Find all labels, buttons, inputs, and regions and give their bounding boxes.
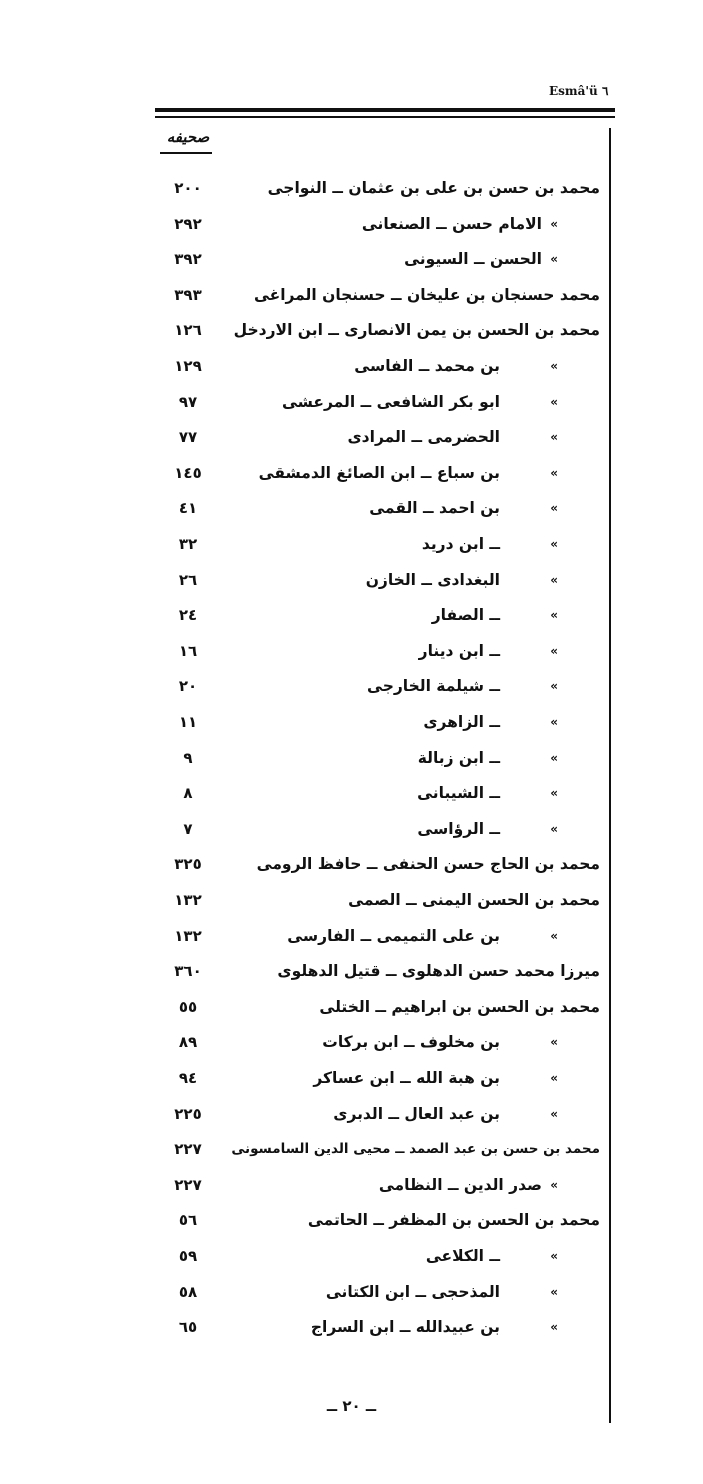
- entry-name: بن عبيدالله ــ ابن السراج: [310, 1318, 500, 1336]
- entry-page-number: ٣٩٢: [174, 250, 202, 268]
- index-entry: [150, 1134, 600, 1164]
- entry-name: ــ شيلمة الخارجى: [367, 677, 500, 695]
- entry-name: ابو بكر الشافعى ــ المرعشى: [281, 393, 500, 411]
- ditto-mark: «: [550, 786, 558, 800]
- entry-name: بن مخلوف ــ ابن بركات: [322, 1033, 500, 1051]
- entry-name: بن سباع ــ ابن الصائغ الدمشقى: [258, 464, 500, 482]
- ditto-mark: «: [550, 751, 558, 765]
- ditto-mark: «: [550, 715, 558, 729]
- entry-name: الامام حسن ــ الصنعانى: [361, 215, 542, 233]
- index-entry: [150, 814, 600, 844]
- entry-name: الحسن ــ السيونى: [404, 250, 542, 268]
- entry-page-number: ٨: [183, 784, 193, 802]
- ditto-mark: «: [550, 1035, 558, 1049]
- ditto-mark: «: [550, 466, 558, 480]
- entry-page-number: ٩٤: [178, 1069, 198, 1087]
- index-entry: [150, 280, 600, 310]
- ditto-mark: «: [550, 501, 558, 515]
- page-number: ــ ٢٠ ــ: [326, 1397, 377, 1415]
- entry-page-number: ٥٥: [178, 998, 198, 1016]
- entry-name: بن عبد العال ــ الدبرى: [333, 1105, 500, 1123]
- index-entry: [150, 565, 600, 595]
- index-entry: [150, 885, 600, 915]
- entry-name: ــ الرؤاسى: [417, 820, 500, 838]
- entry-name: ــ ابن دينار: [418, 642, 500, 660]
- index-entry: [150, 1312, 600, 1342]
- entry-name: محمد بن حسن بن عبد الصمد ــ محيى الدين السامسونى: [231, 1141, 600, 1157]
- entry-page-number: ٣٢٥: [174, 855, 202, 873]
- entry-page-number: ٢٦: [178, 571, 198, 589]
- entry-name: محمد بن الحسن بن ابراهيم ــ الختلى: [319, 998, 600, 1016]
- entry-page-number: ١٣٢: [174, 927, 202, 945]
- page-column-header: صحيفه: [166, 128, 210, 146]
- ditto-mark: «: [550, 1249, 558, 1263]
- entry-name: بن على التميمى ــ الفارسى: [287, 927, 500, 945]
- entry-page-number: ٢٠٠: [174, 179, 202, 197]
- entry-name: بن احمد ــ القمى: [369, 499, 500, 517]
- entry-page-number: ١٦: [178, 642, 198, 660]
- ditto-mark: «: [550, 430, 558, 444]
- entry-name: بن هبة الله ــ ابن عساكر: [313, 1069, 500, 1087]
- entry-page-number: ٢٤: [178, 606, 198, 624]
- index-entry: [150, 600, 600, 630]
- ditto-mark: «: [550, 537, 558, 551]
- index-entry: [150, 1063, 600, 1093]
- entry-name: ــ ابن زبالة: [417, 749, 500, 767]
- entry-page-number: ٢٢٧: [174, 1176, 202, 1194]
- entry-page-number: ١٣٢: [174, 891, 202, 909]
- entry-page-number: ٥٨: [178, 1283, 198, 1301]
- entry-page-number: ٧: [183, 820, 193, 838]
- entry-name: محمد حسنجان بن عليخان ــ حسنجان المراغى: [253, 286, 600, 304]
- entry-name: ــ ابن دريد: [421, 535, 500, 553]
- entry-page-number: ٧٧: [178, 428, 198, 446]
- index-entry: [150, 351, 600, 381]
- entry-page-number: ٢٠: [178, 677, 198, 695]
- entry-page-number: ١٢٩: [174, 357, 202, 375]
- entry-page-number: ٩: [183, 749, 193, 767]
- ditto-mark: «: [550, 1178, 558, 1192]
- index-entry: [150, 1027, 600, 1057]
- index-entry: [150, 458, 600, 488]
- index-entry: [150, 1277, 600, 1307]
- entry-page-number: ٣٩٣: [174, 286, 202, 304]
- index-entry: [150, 493, 600, 523]
- entry-page-number: ٩٧: [178, 393, 198, 411]
- entry-page-number: ١١: [178, 713, 198, 731]
- entry-page-number: ٥٩: [178, 1247, 198, 1265]
- entry-page-number: ٤١: [178, 499, 198, 517]
- index-entry: [150, 671, 600, 701]
- ditto-mark: «: [550, 822, 558, 836]
- index-entry: [150, 422, 600, 452]
- entry-page-number: ١٤٥: [174, 464, 202, 482]
- entry-name: المذحجى ــ ابن الكتانى: [325, 1283, 500, 1301]
- entry-name: بن محمد ــ الفاسى: [354, 357, 500, 375]
- index-entry: [150, 1241, 600, 1271]
- entry-name: الحضرمى ــ المرادى: [347, 428, 500, 446]
- ditto-mark: «: [550, 608, 558, 622]
- index-entry: [150, 778, 600, 808]
- entry-name: ــ الشيبانى: [417, 784, 500, 802]
- ditto-mark: «: [550, 644, 558, 658]
- header-label: Esmâ'ü ٦: [549, 84, 609, 98]
- index-entry: [150, 315, 600, 345]
- ditto-mark: «: [550, 395, 558, 409]
- index-entry: [150, 1205, 600, 1235]
- index-entry: [150, 956, 600, 986]
- entry-page-number: ٢٩٢: [174, 215, 202, 233]
- entry-page-number: ١٢٦: [174, 321, 202, 339]
- index-entry: [150, 1099, 600, 1129]
- entry-name: البغدادى ــ الخازن: [365, 571, 500, 589]
- entry-page-number: ٣٢: [178, 535, 198, 553]
- entry-page-number: ٥٦: [178, 1211, 198, 1229]
- index-entry: [150, 244, 600, 274]
- entry-name: محمد بن الحسن اليمنى ــ الصمى: [348, 891, 600, 909]
- ditto-mark: «: [550, 679, 558, 693]
- ditto-mark: «: [550, 1285, 558, 1299]
- entry-page-number: ٦٥: [178, 1318, 198, 1336]
- index-entry: [150, 636, 600, 666]
- index-entry: [150, 173, 600, 203]
- entry-name: ــ الصفار: [431, 606, 500, 624]
- index-entry: [150, 921, 600, 951]
- entry-page-number: ٣٦٠: [174, 962, 202, 980]
- ditto-mark: «: [550, 359, 558, 373]
- entry-name: محمد بن حسن بن على بن عثمان ــ النواجى: [267, 179, 600, 197]
- ditto-mark: «: [550, 573, 558, 587]
- index-entry: [150, 849, 600, 879]
- ditto-mark: «: [550, 1107, 558, 1121]
- entry-name: ــ الزاهرى: [423, 713, 500, 731]
- ditto-mark: «: [550, 929, 558, 943]
- ditto-mark: «: [550, 1071, 558, 1085]
- entry-name: محمد بن الحاج حسن الحنفى ــ حافظ الرومى: [256, 855, 600, 873]
- index-entry: [150, 209, 600, 239]
- index-entry: [150, 707, 600, 737]
- ditto-mark: «: [550, 1320, 558, 1334]
- entry-page-number: ٨٩: [178, 1033, 198, 1051]
- entry-name: محمد بن الحسن بن يمن الانصارى ــ ابن الاردخل: [233, 321, 600, 339]
- entry-name: محمد بن الحسن بن المظفر ــ الحاتمى: [307, 1211, 600, 1229]
- entry-name: ــ الكلاعى: [425, 1247, 500, 1265]
- ditto-mark: «: [550, 217, 558, 231]
- index-entry: [150, 743, 600, 773]
- index-entry: [150, 992, 600, 1022]
- entry-name: صدر الدين ــ النظامى: [378, 1176, 542, 1194]
- ditto-mark: «: [550, 252, 558, 266]
- entry-page-number: ٢٢٥: [174, 1105, 202, 1123]
- index-entry: [150, 1170, 600, 1200]
- index-entry: [150, 387, 600, 417]
- entry-page-number: ٢٢٧: [174, 1140, 202, 1158]
- entry-name: ميرزا محمد حسن الدهلوى ــ قتيل الدهلوى: [277, 962, 600, 980]
- index-entry: [150, 529, 600, 559]
